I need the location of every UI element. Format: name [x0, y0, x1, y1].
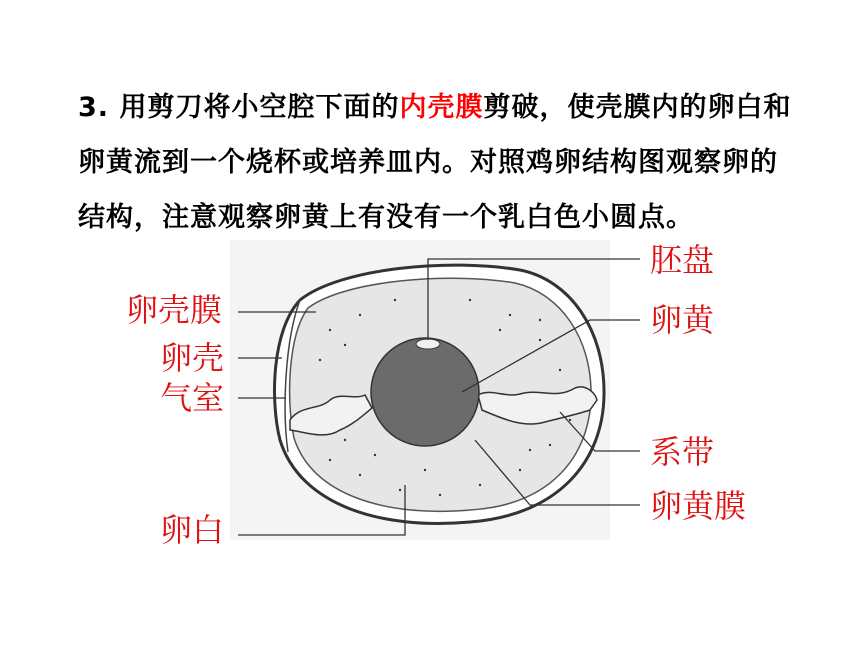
- label-chalaza: 系带: [650, 433, 715, 471]
- instruction-suffix: 剪破，使壳膜内的卵白和卵黄流到一个烧杯或培养皿内。对照鸡卵结构图观察卵的结构，注意观察卵黄上有没有一个乳白色小圆点。: [78, 92, 792, 233]
- instruction-highlight: 内壳膜: [399, 92, 484, 123]
- germinal-disc: [416, 339, 440, 349]
- label-germinal-disc: 胚盘: [650, 241, 715, 279]
- label-yolk: 卵黄: [650, 301, 715, 339]
- label-vitelline-membrane: 卵黄膜: [650, 487, 747, 525]
- label-shell: 卵壳: [160, 339, 225, 377]
- label-inner-shell-membrane: 卵壳膜: [126, 291, 223, 329]
- label-albumen: 卵白: [160, 511, 225, 549]
- instruction-prefix: 3. 用剪刀将小空腔下面的: [78, 92, 400, 123]
- label-air-cell: 气室: [160, 379, 225, 417]
